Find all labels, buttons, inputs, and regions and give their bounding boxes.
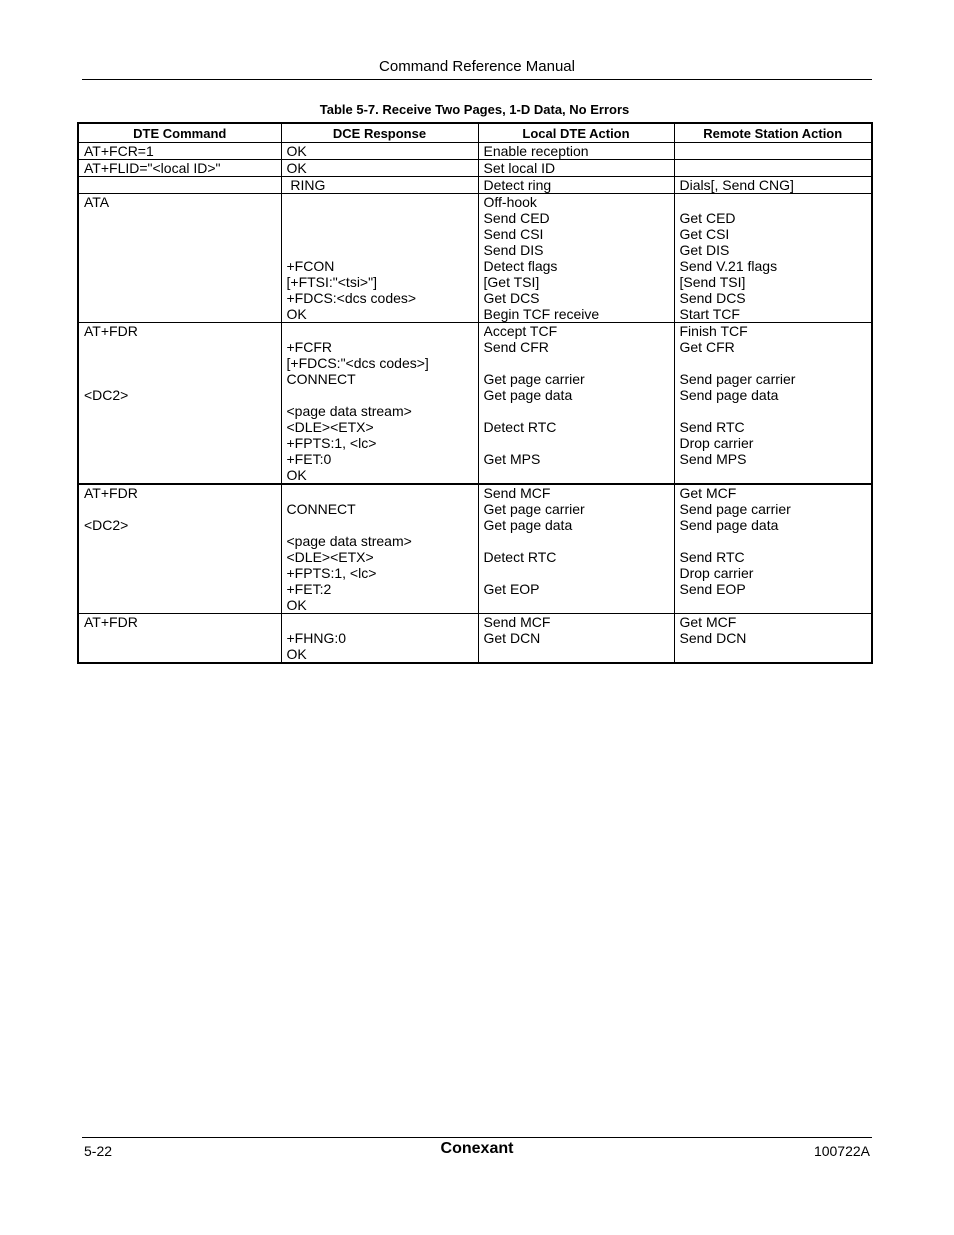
cell-line: Detect flags — [483, 258, 558, 274]
cell-line: Get CSI — [679, 226, 730, 242]
cell-line: [Get TSI] — [483, 274, 540, 290]
cell-line — [287, 210, 473, 226]
cell-line — [84, 549, 276, 565]
table-cell — [281, 194, 478, 323]
table-cell — [674, 323, 872, 485]
table-cell — [674, 160, 872, 177]
table-header-row — [78, 123, 872, 143]
document-number: 100722A — [813, 1143, 870, 1159]
table-cell — [281, 177, 478, 194]
cell-line: Enable reception — [483, 143, 589, 159]
cell-line: OK — [286, 306, 307, 322]
cell-line — [484, 565, 669, 581]
cell-line: <DC2> — [84, 517, 129, 533]
cell-line: Send MPS — [679, 451, 747, 467]
cell-line — [84, 565, 276, 581]
cell-line — [680, 160, 867, 176]
cell-line — [84, 371, 276, 387]
cell-line: Get page carrier — [483, 501, 585, 517]
cell-line: Drop carrier — [679, 435, 754, 451]
cell-line: Drop carrier — [679, 565, 754, 581]
cell-line: Send page data — [679, 387, 779, 403]
cell-line: Dials[, Send CNG] — [679, 177, 794, 193]
cell-line — [680, 467, 867, 483]
cell-line: Set local ID — [483, 160, 556, 176]
cell-line: Get DCN — [483, 630, 541, 646]
cell-line: <DLE><ETX> — [286, 419, 374, 435]
table-row — [78, 614, 872, 664]
table-row — [78, 160, 872, 177]
table-cell — [281, 614, 478, 664]
cell-line — [84, 339, 276, 355]
cell-line: Detect ring — [483, 177, 552, 193]
cell-line — [84, 210, 276, 226]
cell-line: Get MCF — [679, 485, 737, 501]
cell-line: <DLE><ETX> — [286, 549, 374, 565]
cell-line — [484, 597, 669, 613]
cell-line — [84, 403, 276, 419]
cell-line — [84, 258, 276, 274]
cell-line: RING — [286, 177, 326, 193]
cell-line — [84, 274, 276, 290]
table-cell — [78, 484, 281, 614]
cell-line: AT+FCR=1 — [84, 143, 154, 159]
table-cell — [478, 160, 674, 177]
cell-line: <DC2> — [84, 387, 129, 403]
cell-line — [680, 143, 867, 159]
table-row — [78, 143, 872, 160]
cell-line — [84, 467, 276, 483]
cell-line — [287, 226, 473, 242]
column-header: Remote Station Action — [674, 123, 872, 143]
table-cell — [281, 160, 478, 177]
cell-line — [84, 226, 276, 242]
cell-line — [84, 419, 276, 435]
cell-line: CONNECT — [286, 501, 356, 517]
cell-line — [680, 355, 867, 371]
cell-line — [84, 597, 276, 613]
cell-line: OK — [286, 597, 307, 613]
cell-line: OK — [286, 160, 307, 176]
cell-line: AT+FLID="<local ID>" — [84, 160, 221, 176]
cell-line: OK — [286, 143, 307, 159]
cell-line: Get EOP — [483, 581, 540, 597]
cell-line: Send DCN — [679, 630, 747, 646]
cell-line: <page data stream> — [286, 403, 412, 419]
cell-line — [84, 630, 276, 646]
cell-line: Get MPS — [483, 451, 541, 467]
table-row — [78, 177, 872, 194]
cell-line: Send V.21 flags — [679, 258, 778, 274]
cell-line: Get MCF — [679, 614, 737, 630]
cell-line — [84, 242, 276, 258]
table-cell — [478, 177, 674, 194]
cell-line: +FCON — [286, 258, 335, 274]
column-header: DCE Response — [281, 123, 478, 143]
footer-rule — [82, 1137, 872, 1138]
table-cell — [78, 177, 281, 194]
cell-line: Send pager carrier — [679, 371, 796, 387]
cell-line — [680, 403, 867, 419]
command-table — [77, 122, 873, 664]
cell-line — [84, 451, 276, 467]
table-cell — [478, 484, 674, 614]
cell-line — [287, 517, 473, 533]
cell-line: +FPTS:1, <lc> — [286, 565, 377, 581]
table-cell — [78, 160, 281, 177]
table-cell — [674, 484, 872, 614]
cell-line — [84, 581, 276, 597]
cell-line — [680, 194, 867, 210]
cell-line — [287, 614, 473, 630]
table-cell — [78, 614, 281, 664]
header-rule — [82, 79, 872, 80]
table-row — [78, 484, 872, 614]
cell-line: Send CFR — [483, 339, 549, 355]
column-header: DTE Command — [78, 123, 281, 143]
cell-line: +FHNG:0 — [286, 630, 347, 646]
table-cell — [674, 614, 872, 664]
cell-line: AT+FDR — [84, 614, 138, 630]
page-number: 5-22 — [84, 1143, 113, 1159]
cell-line: Send EOP — [679, 581, 746, 597]
cell-line: [+FDCS:"<dcs codes>] — [286, 355, 429, 371]
company-name: Conexant — [440, 1140, 514, 1157]
cell-line: Send page carrier — [679, 501, 791, 517]
table-cell — [78, 194, 281, 323]
cell-line: Get page data — [483, 517, 573, 533]
cell-line: Get page data — [483, 387, 573, 403]
cell-line — [680, 597, 867, 613]
cell-line — [84, 290, 276, 306]
table-cell — [674, 194, 872, 323]
cell-line — [484, 467, 669, 483]
cell-line: Off-hook — [483, 194, 537, 210]
cell-line: Detect RTC — [483, 549, 557, 565]
table-cell — [78, 323, 281, 485]
cell-line — [84, 435, 276, 451]
running-header: Command Reference Manual — [379, 58, 575, 75]
cell-line: +FCFR — [286, 339, 332, 355]
cell-line — [287, 194, 473, 210]
cell-line — [680, 533, 867, 549]
cell-line: Send MCF — [483, 485, 551, 501]
cell-line: Send MCF — [483, 614, 551, 630]
cell-line: Get DCS — [483, 290, 540, 306]
cell-line: Begin TCF receive — [483, 306, 600, 322]
table-cell — [478, 194, 674, 323]
table-cell — [281, 484, 478, 614]
cell-line: +FET:2 — [286, 581, 332, 597]
cell-line — [484, 355, 669, 371]
cell-line — [680, 646, 867, 662]
cell-line — [84, 533, 276, 549]
table-cell — [674, 143, 872, 160]
table-cell — [478, 323, 674, 485]
cell-line: AT+FDR — [84, 485, 138, 501]
cell-line — [84, 646, 276, 662]
cell-line — [84, 355, 276, 371]
cell-line: Get CED — [679, 210, 736, 226]
cell-line — [287, 323, 473, 339]
cell-line: Send DIS — [483, 242, 544, 258]
cell-line — [484, 403, 669, 419]
cell-line: OK — [286, 646, 307, 662]
cell-line — [84, 177, 276, 193]
cell-line: Get DIS — [679, 242, 730, 258]
cell-line: Send CSI — [483, 226, 544, 242]
cell-line: +FET:0 — [286, 451, 332, 467]
table-cell — [674, 177, 872, 194]
cell-line: Get page carrier — [483, 371, 585, 387]
cell-line: Get CFR — [679, 339, 735, 355]
cell-line: Send RTC — [679, 549, 745, 565]
cell-line: +FPTS:1, <lc> — [286, 435, 377, 451]
table-cell — [281, 143, 478, 160]
table-cell — [478, 143, 674, 160]
table-cell — [78, 143, 281, 160]
cell-line — [287, 485, 473, 501]
cell-line: Start TCF — [679, 306, 740, 322]
cell-line — [287, 242, 473, 258]
cell-line: +FDCS:<dcs codes> — [286, 290, 417, 306]
cell-line: Send page data — [679, 517, 779, 533]
table-cell — [478, 614, 674, 664]
table-cell — [281, 323, 478, 485]
cell-line — [287, 387, 473, 403]
cell-line — [84, 306, 276, 322]
cell-line: Send CED — [483, 210, 550, 226]
cell-line: OK — [286, 467, 307, 483]
table-caption: Table 5-7. Receive Two Pages, 1-D Data, No Errors — [319, 102, 630, 117]
cell-line — [484, 435, 669, 451]
column-header: Local DTE Action — [478, 123, 674, 143]
cell-line: [+FTSI:"<tsi>"] — [286, 274, 377, 290]
cell-line: Accept TCF — [483, 323, 558, 339]
cell-line: Detect RTC — [483, 419, 557, 435]
cell-line: Send RTC — [679, 419, 745, 435]
cell-line — [484, 646, 669, 662]
cell-line: [Send TSI] — [679, 274, 746, 290]
cell-line: ATA — [84, 194, 110, 210]
cell-line: Send DCS — [679, 290, 746, 306]
table-row — [78, 194, 872, 323]
table-row — [78, 323, 872, 485]
cell-line — [84, 501, 276, 517]
cell-line: AT+FDR — [84, 323, 138, 339]
cell-line: <page data stream> — [286, 533, 412, 549]
cell-line — [484, 533, 669, 549]
cell-line: Finish TCF — [679, 323, 748, 339]
cell-line: CONNECT — [286, 371, 356, 387]
